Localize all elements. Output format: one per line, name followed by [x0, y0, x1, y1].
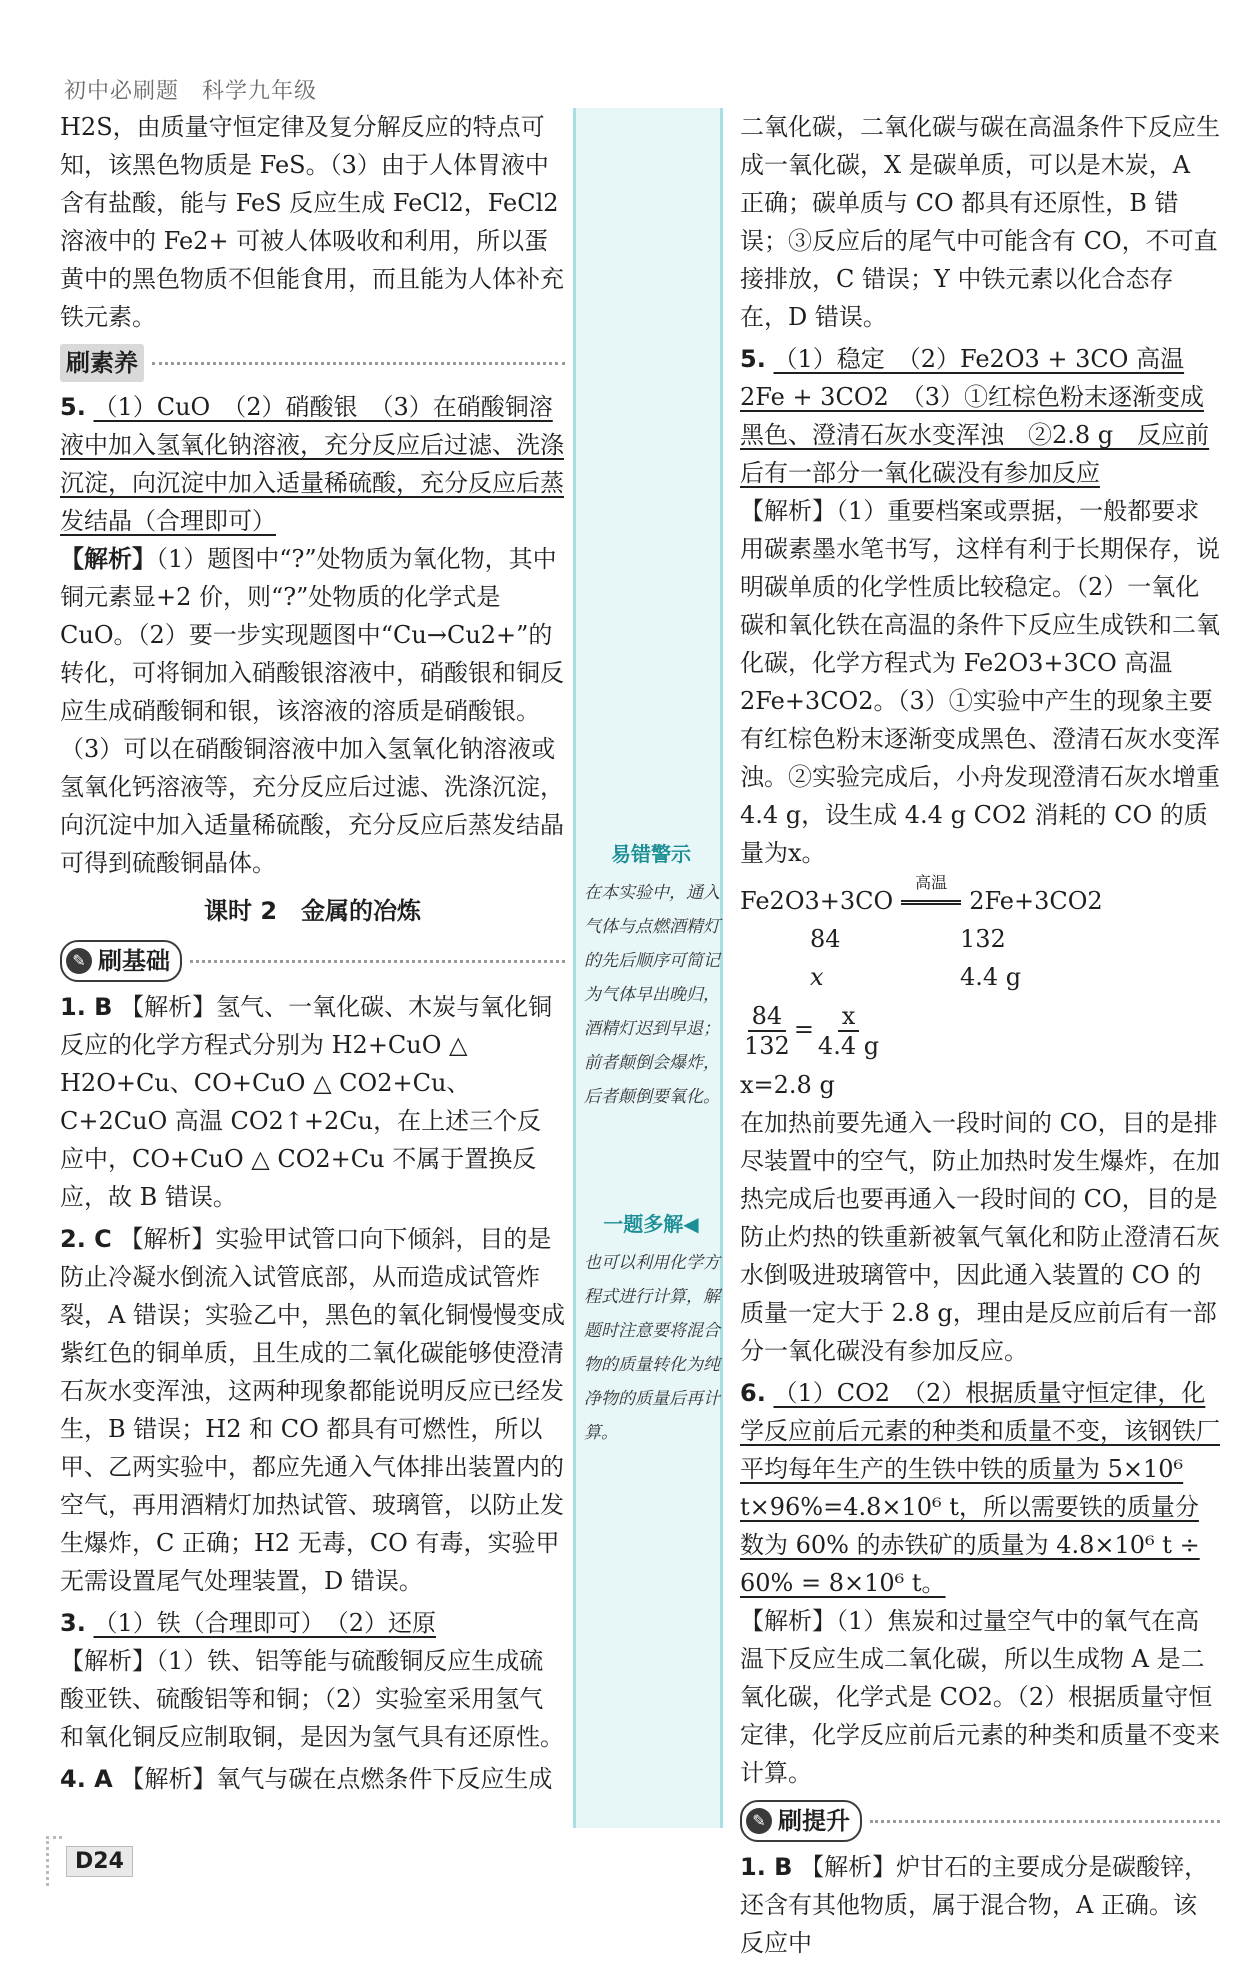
tag-improve-line: [740, 1800, 1220, 1842]
q1-number: 1. B: [60, 993, 113, 1021]
q5-answer: （1）稳定 （2）Fe2O3 + 3CO 高温 2Fe + 3CO2 （3）①红棕色粉末逐渐变成黑色、澄清石灰水变浑浊 ②2.8 g 反应前后有一部分一氧化碳没有参加反应: [740, 345, 1210, 487]
tag-basic: [60, 940, 182, 982]
tag-improve: [740, 1800, 862, 1842]
tag-literacy: 刷素养: [60, 344, 144, 382]
right-column: [740, 108, 1220, 1962]
page-corner-mark: [46, 1836, 62, 1886]
q5-answer: （1）CuO （2）硝酸银 （3）在硝酸铜溶液中加入氢氧化钠溶液，充分反应后过滤、洗涤沉淀，向沉淀中加入适量稀硫酸，充分反应后蒸发结晶（合理即可）: [60, 393, 564, 535]
left-intro-paragraph: H2S，由质量守恒定律及复分解反应的特点可知，该黑色物质是 FeS。（3）由于人体胃液中含有盐酸，能与 FeS 反应生成 FeCl2，FeCl2 溶液中的 Fe2+ 可被人体吸收和利用，所以蛋黄中的黑色物质不但能食用，而且能为人体补充铁元素。: [60, 113, 564, 331]
dotted-divider: [190, 960, 565, 963]
calc-proportion: $\frac{84}{132}$ = $\frac{x}{4.4 g}$: [744, 1002, 880, 1060]
q5-number: 5.: [60, 393, 86, 421]
note-title-warning: 易错警示: [611, 842, 691, 866]
left-q2: [60, 1220, 565, 1600]
left-q5-analysis: [60, 540, 565, 882]
q3-number: 3.: [60, 1609, 86, 1637]
q1-number: 1. B: [740, 1853, 793, 1881]
calc-row1-b: 132: [960, 925, 1006, 953]
tag-basic-line: [60, 940, 565, 982]
q6-answer: （1）CO2 （2）根据质量守恒定律，化学反应前后元素的种类和质量不变，该钢铁厂平均每年生产的生铁中铁的质量为 5×10⁶ t×96%=4.8×10⁶ t，所以需要铁的质量分数为 60% 的赤铁矿的质量为 4.8×10⁶ t ÷ 60% = 8×10⁶ t。: [740, 1379, 1220, 1597]
fraction-a-den: 132: [744, 1032, 790, 1060]
tag-literacy-line: [60, 344, 565, 382]
lesson-title: 课时 2 金属的冶炼: [203, 897, 422, 925]
q2-analysis: 【解析】实验甲试管口向下倾斜，目的是防止冷凝水倒流入试管底部，从而造成试管炸裂，A 错误；实验乙中，黑色的氧化铜慢慢变成紫红色的铜单质，且生成的二氧化碳能够使澄清石灰水变浑浊，这两种现象都能说明反应已经发生，B 错误；H2 和 CO 都具有可燃性，所以甲、乙两实验中，都应先通入气体排出装置内的空气，再用酒精灯加热试管、玻璃管，以防止发生爆炸，C 正确；H2 无毒，CO 有毒，实验甲无需设置尾气处理装置，D 错误。: [60, 1225, 565, 1595]
calc-result: x=2.8 g: [740, 1071, 835, 1099]
q6-number: 6.: [740, 1379, 766, 1407]
analysis-label: 【解析】: [60, 544, 156, 573]
q1-analysis: 【解析】氢气、一氧化碳、木炭与氧化铜反应的化学方程式分别为 H2+CuO △ H2O+Cu、CO+CuO △ CO2+Cu、C+2CuO 高温 CO2↑+2Cu，在上述三个反应中，CO+CuO △ CO2+Cu 不属于置换反应，故 B 错误。: [60, 993, 553, 1211]
condition-label: 高温: [915, 873, 948, 892]
note-body-warning: 在本实验中，通入气体与点燃酒精灯的先后顺序可简记为气体早出晚归，酒精灯迟到早退；前者颠倒会爆炸，后者颠倒要氧化。: [584, 883, 720, 1107]
page-header: 初中必刷题 科学九年级: [64, 79, 318, 104]
q4-analysis: 【解析】氧气与碳在点燃条件下反应生成: [120, 1765, 553, 1793]
q4-number: 4. A: [60, 1765, 113, 1793]
right-q5-tail: 在加热前要先通入一段时间的 CO，目的是排尽装置中的空气，防止加热时发生爆炸，在加热完成后也要再通入一段时间的 CO，目的是防止灼热的铁重新被氧气氧化和防止澄清石灰水倒吸进玻璃管中，因此通入装置的 CO 的质量一定大于 2.8 g，理由是反应前后有一部分一氧化碳没有参加反应。: [740, 1109, 1220, 1365]
fraction-b-den: 4.4 g: [817, 1032, 880, 1060]
q5-number: 5.: [740, 345, 766, 373]
fraction-a: [744, 1002, 790, 1060]
right-q5: [740, 340, 1220, 492]
calc-eq-left: Fe2O3+3CO: [740, 887, 894, 915]
left-q5: [60, 388, 565, 540]
dotted-divider: [870, 1820, 1220, 1823]
left-q3: [60, 1604, 565, 1642]
pencil-icon: ✎: [66, 948, 92, 974]
left-q4: [60, 1760, 565, 1798]
tag-improve-label: 刷提升: [778, 1807, 850, 1835]
calc-row1-a: 84: [810, 925, 841, 953]
calc-row2-a: x: [810, 963, 824, 991]
left-q3-analysis: 【解析】（1）铁、铝等能与硫酸铜反应生成硫酸亚铁、硫酸铝等和铜；（2）实验室采用氢气和氧化铜反应制取铜，是因为氢气具有还原性。: [60, 1647, 564, 1751]
calc-row-unknown: [740, 958, 1220, 996]
q1-analysis: 【解析】炉甘石的主要成分是碳酸锌，还含有其他物质，属于混合物，A 正确。该反应中: [740, 1853, 1209, 1957]
q3-answer: （1）铁（合理即可） （2）还原: [93, 1609, 437, 1637]
q5-analysis-text: （1）题图中“?”处物质为氧化物，其中铜元素显+2 价，则“?”处物质的化学式是 CuO。（2）要一步实现题图中“Cu→Cu2+”的转化，可将铜加入硝酸银溶液中，硝酸银和铜反应生成硝酸铜和银，该溶液的溶质是硝酸银。（3）可以在硝酸铜溶液中加入氢氧化钠溶液或氢氧化钙溶液等，充分反应后过滤、洗涤沉淀，向沉淀中加入适量稀硫酸，充分反应后蒸发结晶可得到硫酸铜晶体。: [60, 545, 564, 877]
note-title-multi-solution: 一题多解◀: [603, 1212, 699, 1236]
calc-equation: [740, 873, 1220, 920]
q2-number: 2. C: [60, 1225, 112, 1253]
reaction-condition: [893, 873, 969, 920]
left-column: [60, 108, 565, 1798]
fraction-b-num: x: [838, 1002, 860, 1032]
pencil-icon: ✎: [746, 1808, 772, 1834]
page-number: D24: [66, 1846, 133, 1877]
side-note-column: [573, 108, 723, 1828]
right-intro-paragraph: 二氧化碳，二氧化碳与碳在高温条件下反应生成一氧化碳，X 是碳单质，可以是木炭，A 正确；碳单质与 CO 都具有还原性，B 错误；③反应后的尾气中可能含有 CO，不可直接排放，C 错误；Y 中铁元素以化合态存在，D 错误。: [740, 113, 1220, 331]
fraction-b: [818, 1002, 879, 1060]
right-q1: [740, 1848, 1220, 1962]
fraction-a-num: 84: [748, 1002, 787, 1032]
calc-eq-right: 2Fe+3CO2: [969, 887, 1103, 915]
calc-row-mass: [740, 920, 1220, 958]
dotted-divider: [152, 362, 565, 365]
tag-basic-label: 刷基础: [98, 947, 170, 975]
note-body-multi-solution: 也可以利用化学方程式进行计算，解题时注意要将混合物的质量转化为纯净物的质量后再计算。: [584, 1253, 720, 1443]
right-q5-analysis: 【解析】（1）重要档案或票据，一般都要求用碳素墨水笔书写，这样有利于长期保存，说明碳单质的化学性质比较稳定。（2）一氧化碳和氧化铁在高温的条件下反应生成铁和二氧化碳，化学方程式为 Fe2O3+3CO 高温 2Fe+3CO2。（3）①实验中产生的现象主要有红棕色粉末逐渐变成黑色、澄清石灰水变浑浊。②实验完成后，小舟发现澄清石灰水增重 4.4 g，设生成 4.4 g CO2 消耗的 CO 的质量为x。: [740, 497, 1220, 867]
right-q6-analysis: 【解析】（1）焦炭和过量空气中的氧气在高温下反应生成二氧化碳，所以生成物 A 是二氧化碳，化学式是 CO2。（2）根据质量守恒定律，化学反应前后元素的种类和质量不变来计算。: [740, 1607, 1220, 1787]
left-q1: [60, 988, 565, 1216]
right-q6: [740, 1374, 1220, 1602]
calc-row2-b: 4.4 g: [960, 963, 1022, 991]
